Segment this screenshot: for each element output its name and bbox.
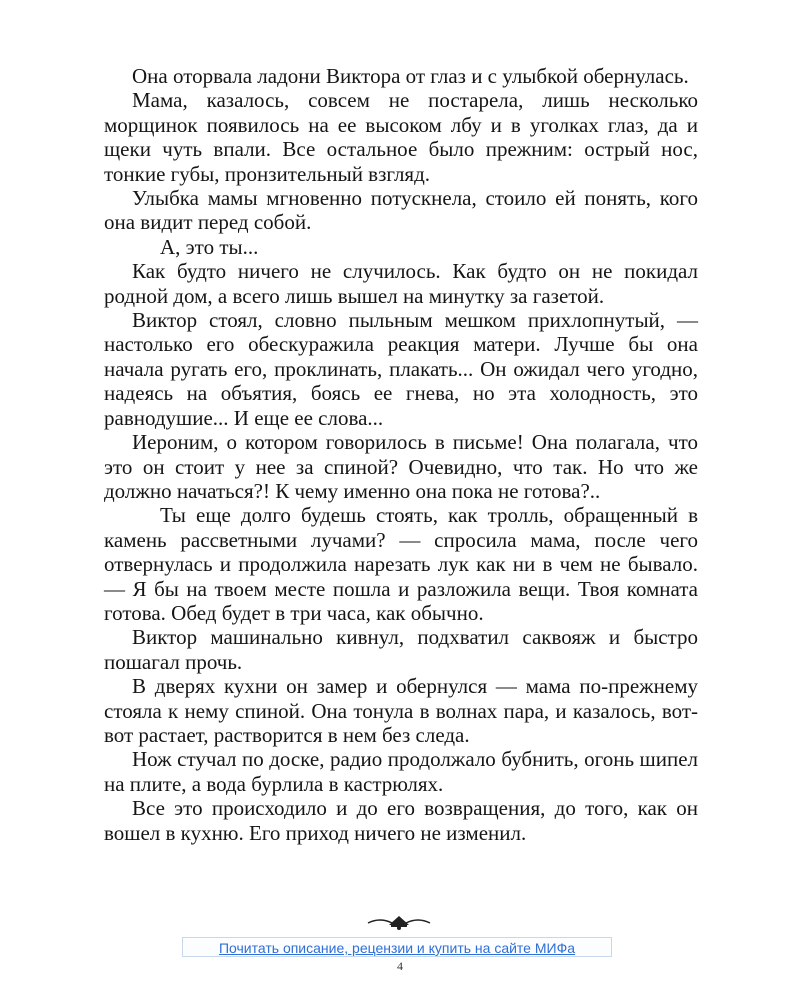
paragraph: В дверях кухни он замер и обернулся — мама по-прежнему стояла к нему спиной. Она тонула в волнах пара, и казалось, вот-вот растает, растворится в нем без следа.: [104, 674, 698, 747]
paragraph: Все это происходило и до его возвращения, до того, как он вошел в кухню. Его приход ничего не изменил.: [104, 796, 698, 845]
paragraph: Виктор машинально кивнул, подхватил саквояж и быстро пошагал прочь.: [104, 625, 698, 674]
page-body-text: [104, 64, 698, 845]
page-number: 4: [397, 959, 403, 973]
paragraph: Она оторвала ладони Виктора от глаз и с улыбкой обернулась.: [132, 64, 689, 88]
book-ornament-icon: [364, 908, 434, 932]
dialog-paragraph: А, это ты...: [160, 234, 259, 259]
buy-book-link[interactable]: Почитать описание, рецензии и купить на сайте МИФа: [182, 937, 612, 957]
paragraph: Как будто ничего не случилось. Как будто он не покидал родной дом, а всего лишь вышел на минутку за газетой.: [104, 259, 698, 308]
paragraph: Иероним, о котором говорилось в письме! Она полагала, что это он стоит у нее за спиной? Очевидно, что так. Но что же должно начаться?! К чему именно она пока не готова?..: [104, 430, 698, 503]
dialog-paragraph: Ты еще долго будешь стоять, как тролль, обращенный в камень рассветными лучами? — спросила мама, после чего отвернулась и продолжила нарезать лук как ни в чем не бывало. — Я бы на твоем месте пошла и разложила вещи. Твоя комната готова. Обед будет в три часа, как обычно.: [104, 503, 698, 625]
paragraph: Виктор стоял, словно пыльным мешком прихлопнутый, — настолько его обескуражила реакция матери. Лучше бы она начала ругать его, проклинать, плакать... Он ожидал чего угодно, надеясь на объятия, боясь ее гнева, но эта холодность, это равнодушие... И еще ее слова...: [104, 308, 698, 430]
paragraph: Улыбка мамы мгновенно потускнела, стоило ей понять, кого она видит перед собой.: [104, 186, 698, 235]
paragraph: Нож стучал по доске, радио продолжало бубнить, огонь шипел на плите, а вода бурлила в кастрюлях.: [104, 747, 698, 796]
paragraph: Мама, казалось, совсем не постарела, лишь несколько морщинок появилось на ее высоком лбу и в уголках глаз, да и щеки чуть впали. Все остальное было прежним: острый нос, тонкие губы, пронзительный взгляд.: [104, 88, 698, 186]
